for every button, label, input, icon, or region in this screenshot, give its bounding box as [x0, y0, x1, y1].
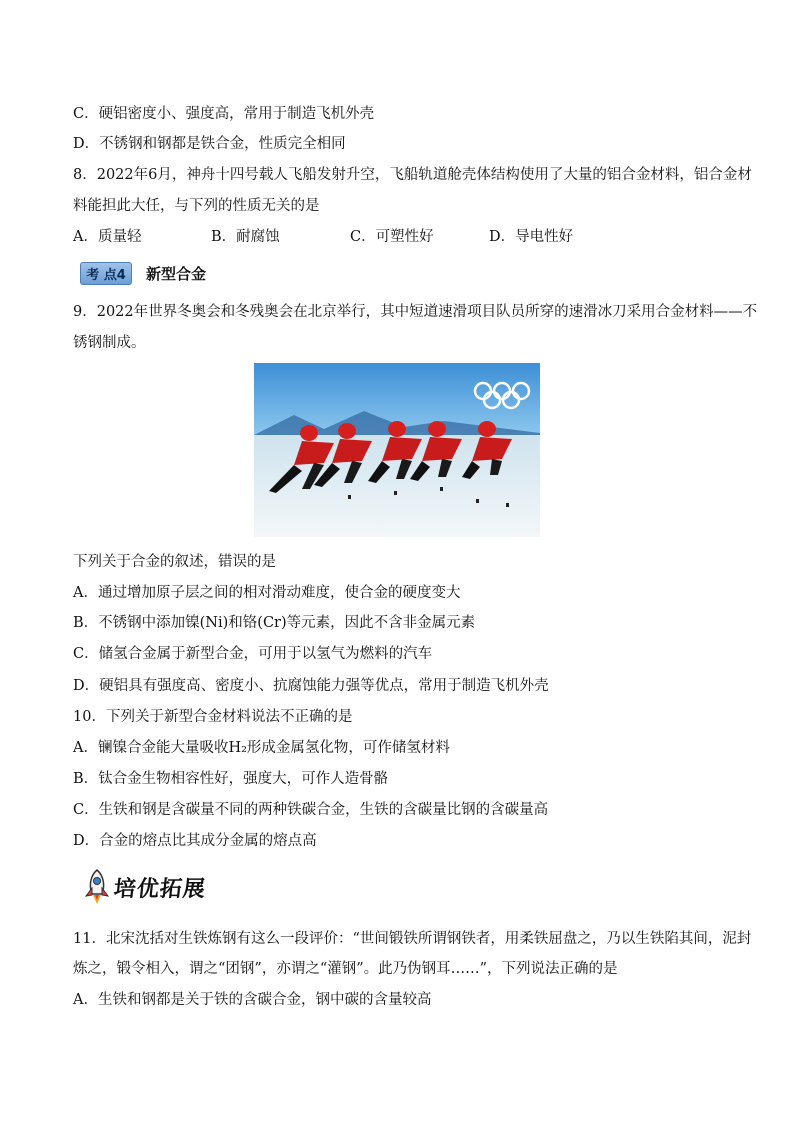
- q11-stem-line1: 11．北宋沈括对生铁炼钢有这么一段评价：“世间锻铁所谓钢铁者，用柔铁屈盘之，乃以生铁陷其间，泥封: [73, 931, 752, 947]
- q9-option-b: B．不锈钢中添加镍(Ni)和铬(Cr)等元素，因此不含非金属元素: [73, 615, 476, 631]
- q9-ask: 下列关于合金的叙述，错误的是: [73, 554, 276, 570]
- rocket-icon: [84, 868, 110, 906]
- q7-option-d: D．不锈钢和钢都是铁合金，性质完全相同: [73, 136, 346, 152]
- q8-option-a: A．质量轻: [73, 229, 142, 245]
- section-header-extend: [84, 868, 206, 906]
- q7-option-c: C．硬铝密度小、强度高，常用于制造飞机外壳: [73, 106, 375, 122]
- q10-option-c: C．生铁和钢是含碳量不同的两种铁碳合金，生铁的含碳量比钢的含碳量高: [73, 802, 549, 818]
- q10-option-b: B．钛合金生物相容性好，强度大，可作人造骨骼: [73, 771, 389, 787]
- q8-options: [73, 228, 573, 246]
- q8-stem-line2: 料能担此大任，与下列的性质无关的是: [73, 198, 320, 214]
- section-header-topic4: [80, 262, 206, 285]
- q9-option-d: D．硬铝具有强度高、密度小、抗腐蚀能力强等优点，常用于制造飞机外壳: [73, 678, 549, 694]
- q10-option-a: A．镧镍合金能大量吸收H₂形成金属氢化物，可作储氢材料: [73, 740, 450, 756]
- q9-option-a: A．通过增加原子层之间的相对滑动难度，使合金的硬度变大: [73, 585, 461, 601]
- speed-skating-photo: [254, 363, 540, 537]
- q8-option-c: C．可塑性好: [350, 229, 434, 245]
- q8-option-d: D．导电性好: [489, 229, 574, 245]
- q11-stem-line2: 炼之，锻令相入，谓之“团钢”，亦谓之“灌钢”。此乃伪钢耳……”，下列说法正确的是: [73, 961, 618, 977]
- q11-option-a: A．生铁和钢都是关于铁的含碳合金，钢中碳的含量较高: [73, 992, 432, 1008]
- q10-option-d: D．合金的熔点比其成分金属的熔点高: [73, 833, 317, 849]
- q10-stem: 10．下列关于新型合金材料说法不正确的是: [73, 709, 353, 725]
- q9-stem-line2: 锈钢制成。: [73, 335, 146, 351]
- section-title-extend: 培优拓展: [112, 876, 208, 902]
- q9-stem-line1: 9．2022年世界冬奥会和冬残奥会在北京举行，其中短道速滑项目队员所穿的速滑冰刀采用合金材料——不: [73, 304, 758, 320]
- q9-option-c: C．储氢合金属于新型合金，可用于以氢气为燃料的汽车: [73, 646, 433, 662]
- topic-badge: 考 点4: [80, 262, 132, 285]
- section-title: 新型合金: [146, 265, 207, 283]
- q8-option-b: B．耐腐蚀: [211, 229, 280, 245]
- q8-stem-line1: 8．2022年6月，神舟十四号载人飞船发射升空，飞船轨道舱壳体结构使用了大量的铝合金材料，铝合金材: [73, 167, 752, 183]
